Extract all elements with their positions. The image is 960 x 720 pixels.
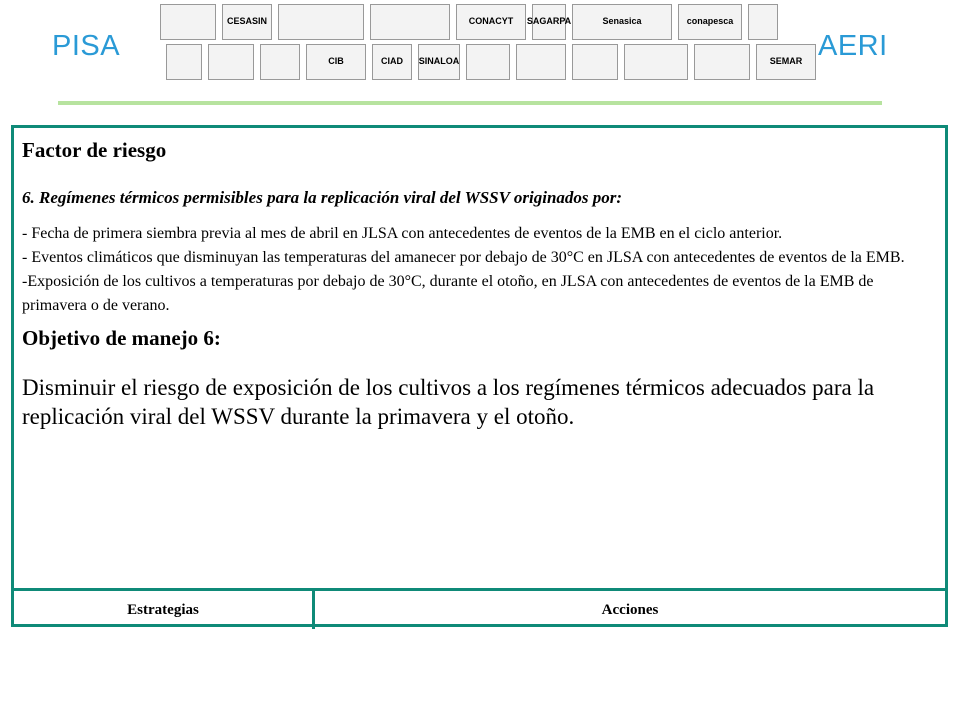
point-1: - Fecha de primera siembra previa al mes de abril en JLSA con antecedentes de eventos de la EMB en el ciclo anterior. (22, 225, 783, 242)
col-header-estrategias: Estrategias (14, 591, 315, 629)
logo-12-icon (208, 44, 254, 80)
point-3: -Exposición de los cultivos a temperaturas por debajo de 30°C, durante el otoño, en JLSA con antecedentes de eventos de la EMB de primavera o de verano. (22, 273, 874, 314)
factor-subtitle: 6. Regímenes térmicos permisibles para la replicación viral del WSSV originados por: (22, 188, 623, 207)
logo-1-icon (160, 4, 216, 40)
logo-21-icon (694, 44, 750, 80)
logo-semar-icon: SEMAR (756, 44, 816, 80)
logo-unam-icon (166, 44, 202, 80)
logo-row-bottom (166, 44, 822, 80)
logo-18-icon (516, 44, 566, 80)
factor-points (22, 222, 940, 318)
objective-title: Objetivo de manejo 6: (22, 326, 221, 350)
strategy-table-header (14, 588, 945, 629)
brand-aeri: AERI (818, 30, 888, 62)
logo-19-icon (572, 44, 618, 80)
logo-9-icon (748, 4, 778, 40)
brand-pisa: PISA (52, 30, 121, 62)
logo-row-top (160, 4, 784, 40)
logo-sagarpa-icon: SAGARPA (532, 4, 566, 40)
factor-title: Factor de riesgo (22, 138, 167, 162)
logo-20-icon (624, 44, 688, 80)
logo-cib-icon: CIB (306, 44, 366, 80)
content-card (11, 125, 948, 627)
logo-senasica-icon: Senasica (572, 4, 672, 40)
logo-3-icon (278, 4, 364, 40)
logo-4-icon (370, 4, 450, 40)
card-content (22, 136, 940, 431)
col-header-acciones: Acciones (601, 601, 659, 618)
point-2: - Eventos climáticos que disminuyan las temperaturas del amanecer por debajo de 30°C en JLSA con antecedentes de eventos de la EMB. (22, 249, 905, 266)
objective-text: Disminuir el riesgo de exposición de los cultivos a los regímenes térmicos adecuados para la replicación viral del WSSV durante la primavera y el otoño. (22, 375, 875, 429)
logo-17-icon (466, 44, 510, 80)
logo-sinaloa-icon: SINALOA (418, 44, 460, 80)
header-divider (58, 101, 882, 105)
logo-conapesca-icon: conapesca (678, 4, 742, 40)
logo-ciad-icon: CIAD (372, 44, 412, 80)
logo-13-icon (260, 44, 300, 80)
logo-conacyt-icon: CONACYT (456, 4, 526, 40)
logo-cesasin-icon: CESASIN (222, 4, 272, 40)
